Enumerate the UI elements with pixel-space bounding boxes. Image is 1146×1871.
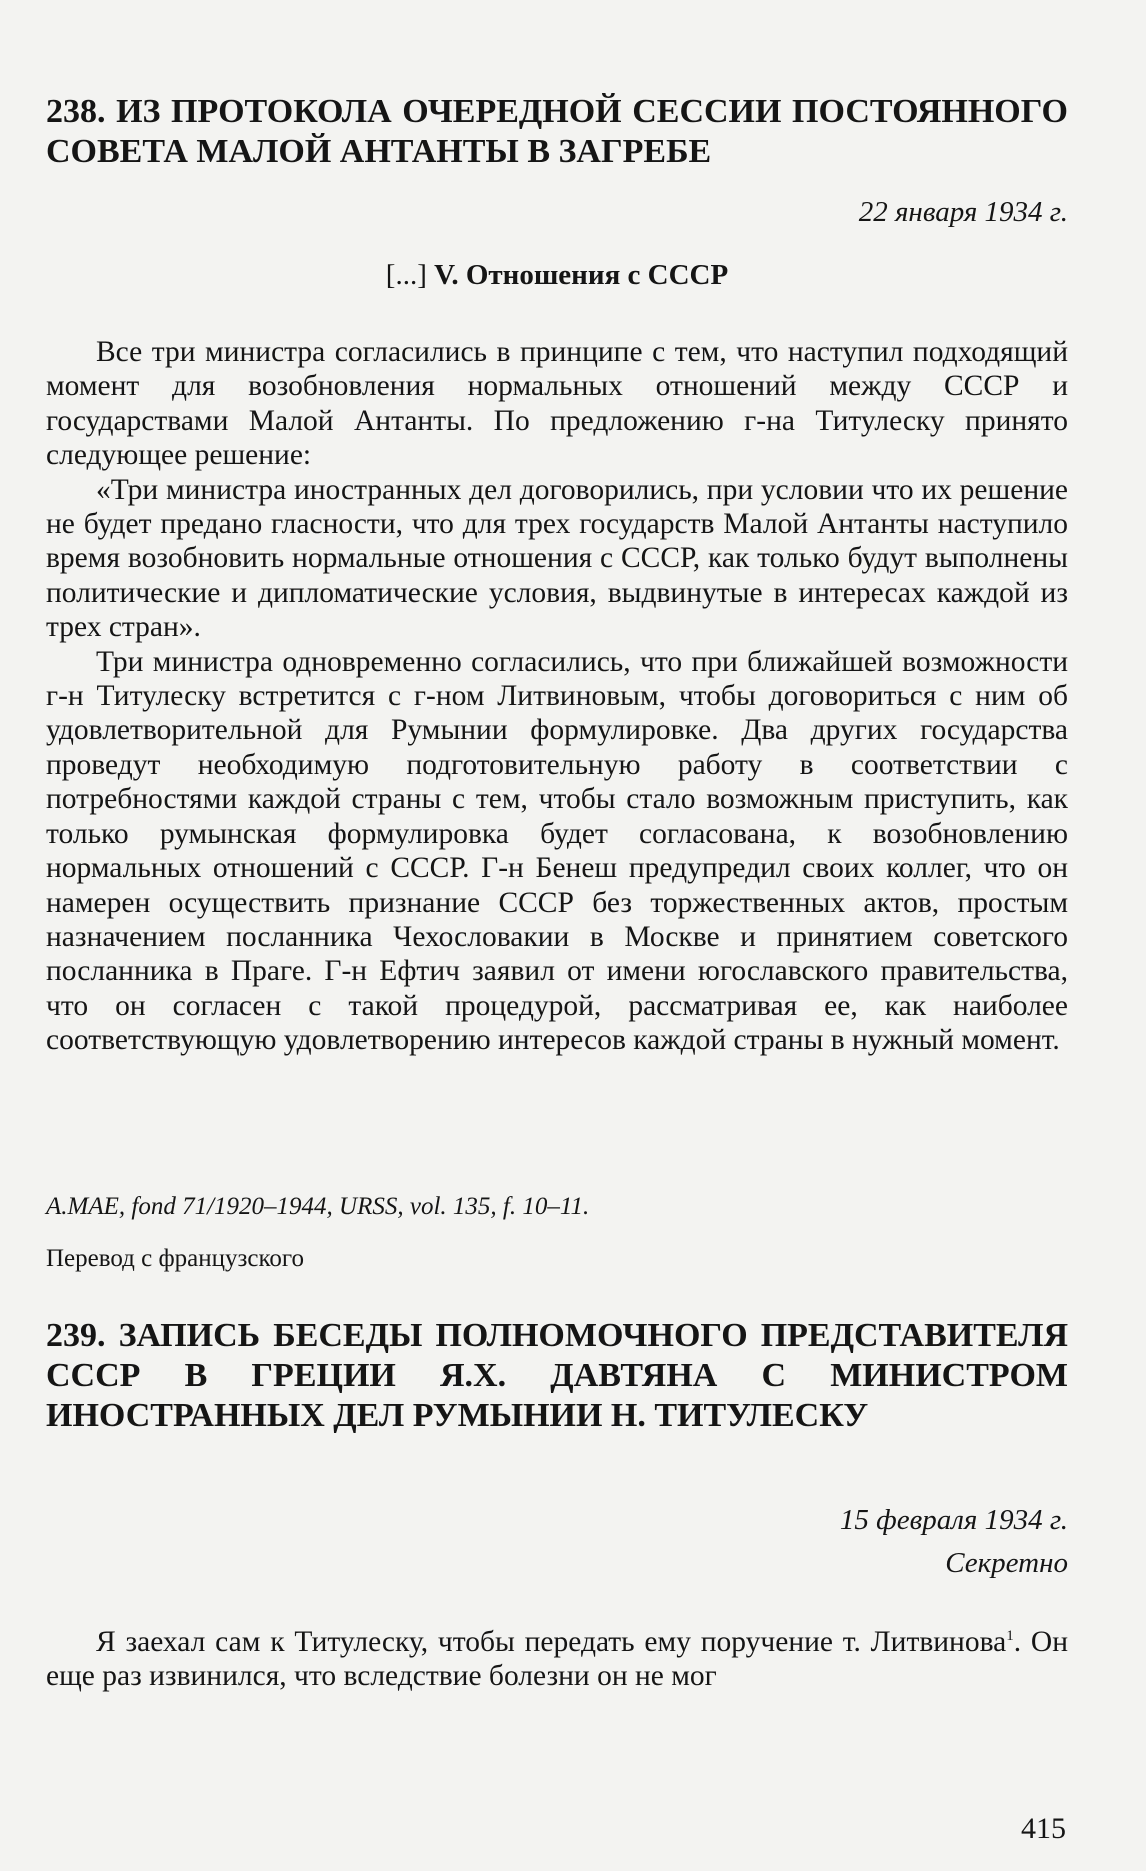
section-title: V. Отношения с СССР [434, 259, 729, 291]
doc238-title: 238. ИЗ ПРОТОКОЛА ОЧЕРЕДНОЙ СЕССИИ ПОСТОЯННОГО СОВЕТА МАЛОЙ АНТАНТЫ В ЗАГРЕБЕ [46, 93, 1068, 170]
doc238-translation-note: Перевод с французского [46, 1245, 305, 1272]
doc239-classification: Секретно [945, 1547, 1068, 1579]
footnote-mark: 1 [1006, 1628, 1014, 1645]
doc239-paragraph-start: Я заехал сам к Титулеску, чтобы передать ему поручение т. Литвинова [96, 1626, 1007, 1658]
doc238-section-heading [46, 258, 1068, 292]
doc238-paragraph: Все три министра согласились в принципе с тем, что наступил подходящий момент для возобновления нормальных отношений между СССР и государствами Малой Антанты. По предложению г-на Титулеску принято следующее решение: [46, 336, 1068, 472]
page-number: 415 [1021, 1812, 1066, 1845]
doc239-date: 15 февраля 1934 г. [839, 1504, 1068, 1536]
doc239-paragraph [46, 1625, 1068, 1694]
doc238-body [46, 335, 1068, 1058]
doc238-date: 22 января 1934 г. [858, 196, 1068, 228]
doc239-paragraph-end: . Он еще раз извинился, что вследствие болезни он не мог [46, 1626, 1069, 1693]
doc239-title: 239. ЗАПИСЬ БЕСЕДЫ ПОЛНОМОЧНОГО ПРЕДСТАВИТЕЛЯ СССР В ГРЕЦИИ Я.Х. ДАВТЯНА С МИНИСТРОМ ИНОСТРАННЫХ ДЕЛ РУМЫНИИ Н. ТИТУЛЕСКУ [46, 1317, 1068, 1434]
doc238-archive-source: A.MAE, fond 71/1920–1944, URSS, vol. 135, f. 10–11. [46, 1193, 590, 1220]
doc238-paragraph: «Три министра иностранных дел договорились, при условии что их решение не будет предано гласности, что для трех государств Малой Антанты наступило время возобновить нормальные отношения с СССР, как только будут выполнены политические и дипломатические условия, выдвинутые в интересах каждой из трех стран». [46, 473, 1068, 644]
doc238-paragraph: Три министра одновременно согласились, что при ближайшей возможности г-н Титулеску встретится с г-ном Литвиновым, чтобы договориться с ним об удовлетворительной для Румынии формулировке. Два других государства проведут необходимую подготовительную работу в соответствии с потребностями каждой страны с тем, чтобы стало возможным приступить, как только румынская формулировка будет согласована, к возобновлению нормальных отношений с СССР. Г-н Бенеш предупредил своих коллег, что он намерен осуществить признание СССР без торжественных актов, простым назначением посланника Чехословакии в Москве и принятием советского посланника в Праге. Г-н Ефтич заявил от имени югославского правительства, что он согласен с такой процедурой, рассматривая ее, как наиболее соответствующую удовлетворению интересов каждой страны в нужный момент. [46, 645, 1068, 1057]
section-prefix: [...] [385, 259, 435, 291]
